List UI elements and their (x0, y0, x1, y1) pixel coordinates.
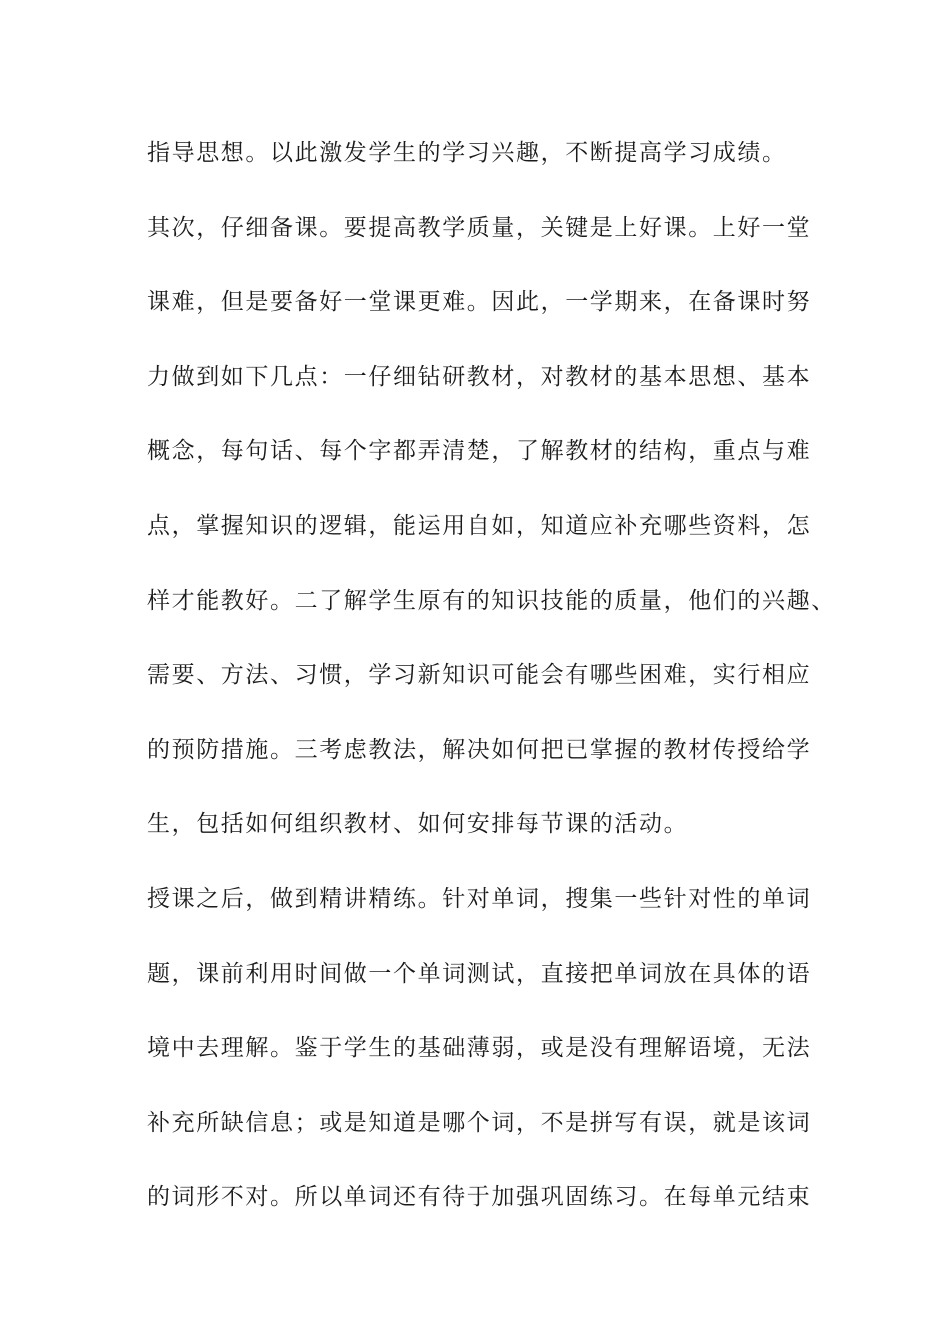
text-line: 的词形不对。所以单词还有待于加强巩固练习。在每单元结束 (147, 1184, 812, 1211)
text-line: 需要、方法、习惯，学习新知识可能会有哪些困难，实行相应 (147, 662, 812, 689)
text-line: 生，包括如何组织教材、如何安排每节课的活动。 (147, 811, 689, 838)
text-line: 点，掌握知识的逻辑，能运用自如，知道应补充哪些资料，怎 (147, 512, 812, 539)
text-line: 题，课前利用时间做一个单词测试，直接把单词放在具体的语 (147, 960, 812, 987)
document-body (147, 133, 847, 1252)
text-line: 课难，但是要备好一堂课更难。因此，一学期来，在备课时努 (147, 289, 812, 316)
text-line: 力做到如下几点：一仔细钻研教材，对教材的基本思想、基本 (147, 363, 812, 390)
text-line: 概念，每句话、每个字都弄清楚，了解教材的结构，重点与难 (147, 438, 812, 465)
text-line: 境中去理解。鉴于学生的基础薄弱，或是没有理解语境，无法 (147, 1035, 812, 1062)
text-line: 的预防措施。三考虑教法，解决如何把已掌握的教材传授给学 (147, 736, 812, 763)
text-line: 样才能教好。二了解学生原有的知识技能的质量，他们的兴趣、 (147, 587, 836, 614)
text-line: 其次，仔细备课。要提高教学质量，关键是上好课。上好一堂 (147, 214, 812, 241)
text-line: 补充所缺信息；或是知道是哪个词，不是拼写有误，就是该词 (147, 1109, 812, 1136)
text-line: 授课之后，做到精讲精练。针对单词，搜集一些针对性的单词 (147, 885, 812, 912)
text-line: 指导思想。以此激发学生的学习兴趣，不断提高学习成绩。 (147, 140, 787, 166)
